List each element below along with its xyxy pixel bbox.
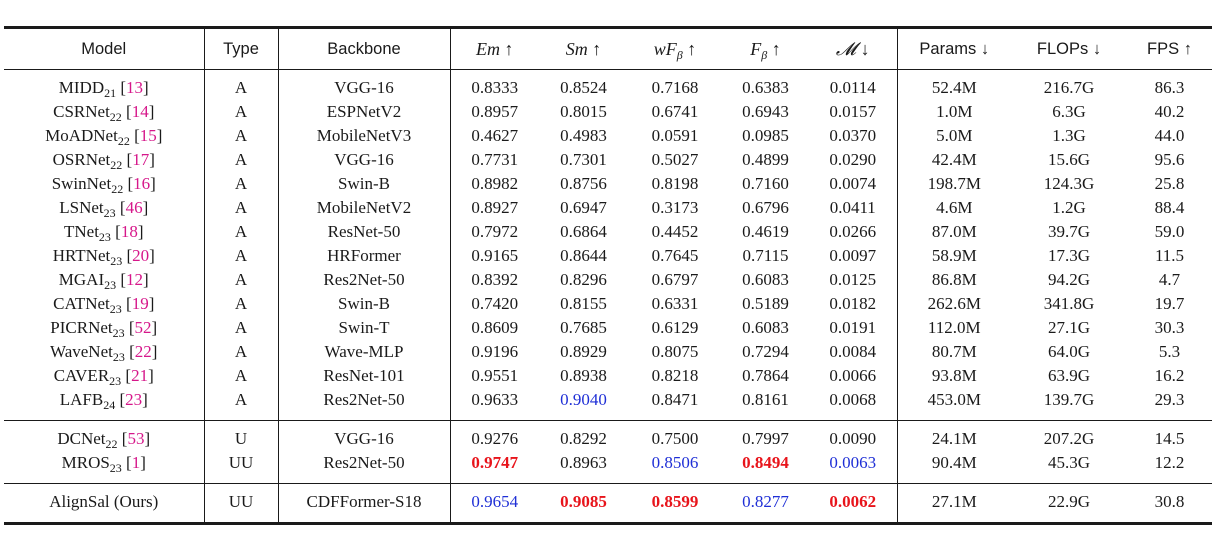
type-cell: A — [204, 292, 278, 316]
model-cell: WaveNet$_{23}$ [22] — [50, 342, 158, 364]
metric-wf-cell: 0.6129 — [651, 318, 699, 337]
fps-cell: 19.7 — [1154, 294, 1185, 313]
model-cell: $CAVER_{23}$ [21] — [53, 366, 154, 388]
header-flops: FLOPs ↓ — [1036, 40, 1102, 58]
model-name: WaveNet — [50, 342, 113, 361]
type-cell: U — [204, 427, 278, 451]
model-cell: MoADNet$_{22}$ [15] — [45, 126, 163, 148]
flops-cell: 94.2G — [1047, 270, 1091, 289]
backbone-cell: MobileNetV2 — [278, 196, 450, 220]
model-name: TNet — [63, 222, 99, 241]
citation-link[interactable]: 19 — [131, 294, 149, 313]
metric-wf-cell: 0.8471 — [651, 390, 699, 409]
metric-f-cell: 0.7160 — [742, 174, 789, 193]
type-cell: UU — [204, 451, 278, 475]
flops-cell: 39.7G — [1047, 222, 1091, 241]
model-cell: CSRNet$_{22}$ [14] — [53, 102, 155, 124]
metric-m-cell: 0.0370 — [829, 126, 877, 145]
type-cell: A — [204, 316, 278, 340]
flops-cell: 1.3G — [1052, 126, 1086, 145]
backbone-cell: VGG-16 — [278, 427, 450, 451]
fps-cell: 88.4 — [1154, 198, 1185, 217]
model-cell: OSRNet$_{22}$ [17] — [52, 150, 155, 172]
metric-m-cell: 0.0266 — [829, 222, 877, 241]
model-year: 24 — [103, 398, 116, 412]
backbone-cell: HRFormer — [278, 244, 450, 268]
metric-f-cell: 0.6083 — [742, 270, 789, 289]
row-spacer — [4, 412, 1212, 421]
citation-link[interactable]: 1 — [131, 453, 141, 472]
model-name: HRTNet — [52, 246, 111, 265]
model-year: 23 — [110, 254, 123, 268]
table-row — [4, 172, 1212, 196]
metric-sm-cell: 0.9040 — [560, 390, 607, 409]
metric-f-cell: 0.4619 — [742, 222, 789, 241]
table-row — [4, 268, 1212, 292]
flops-cell: 341.8G — [1043, 294, 1095, 313]
model-cell: SwinNet$_{22}$ [16] — [51, 174, 156, 196]
flops-cell: 139.7G — [1043, 390, 1095, 409]
table-row — [4, 292, 1212, 316]
type-cell: A — [204, 148, 278, 172]
params-cell: 86.8M — [897, 268, 1011, 292]
fps-cell: 16.2 — [1154, 366, 1185, 385]
metric-m-cell: 0.0090 — [829, 429, 877, 448]
metric-wf-cell: 0.6331 — [651, 294, 699, 313]
citation-link[interactable]: 46 — [125, 198, 143, 217]
metric-sm-cell: 0.8929 — [560, 342, 607, 361]
metric-sm-cell: 0.8756 — [560, 174, 607, 193]
params-cell: 5.0M — [897, 124, 1011, 148]
flops-cell: 63.9G — [1047, 366, 1091, 385]
params-cell: 24.1M — [897, 427, 1011, 451]
fps-cell: 5.3 — [1158, 342, 1181, 361]
metric-sm-cell: 0.8292 — [560, 429, 607, 448]
metric-m-cell: 0.0114 — [829, 78, 876, 97]
metric-sm-cell: 0.8963 — [560, 453, 607, 472]
model-cell: HRTNet$_{23}$ [20] — [52, 246, 155, 268]
model-year: 22 — [109, 110, 122, 124]
model-name: MoADNet — [45, 126, 118, 145]
metric-em-cell: 0.8927 — [450, 196, 539, 220]
fps-cell: 11.5 — [1154, 246, 1185, 265]
header-wfbeta: $wF_\beta$ ↑ — [653, 39, 697, 62]
backbone-cell: ResNet-101 — [278, 364, 450, 388]
metric-f-cell: 0.5189 — [742, 294, 789, 313]
params-cell: 90.4M — [897, 451, 1011, 475]
fps-cell: 4.7 — [1158, 270, 1181, 289]
header-type: Type — [204, 29, 278, 70]
metric-f-cell: 0.0985 — [742, 126, 789, 145]
metric-em-cell: 0.7972 — [450, 220, 539, 244]
metric-m-cell: 0.0182 — [829, 294, 877, 313]
citation-link[interactable]: 13 — [126, 78, 144, 97]
table-row — [4, 388, 1212, 412]
metric-sm-cell: 0.8155 — [560, 294, 607, 313]
type-cell: A — [204, 124, 278, 148]
metric-wf-cell: 0.7168 — [651, 78, 699, 97]
type-cell: A — [204, 220, 278, 244]
model-year: 22 — [105, 437, 118, 451]
backbone-cell: Swin-B — [278, 292, 450, 316]
metric-em-cell: 0.8982 — [450, 172, 539, 196]
results-table-container — [4, 26, 1212, 525]
model-cell: $MGAI_{23}$ [12] — [58, 270, 149, 292]
metric-wf-cell: 0.8599 — [651, 492, 699, 511]
header-fps: FPS ↑ — [1147, 40, 1192, 58]
params-cell: 262.6M — [897, 292, 1011, 316]
type-cell: A — [204, 244, 278, 268]
model-cell: DCNet$_{22}$ [53] — [57, 429, 151, 451]
model-name: PICRNet — [50, 318, 113, 337]
table-row — [4, 100, 1212, 124]
type-cell: A — [204, 100, 278, 124]
flops-cell: 1.2G — [1052, 198, 1086, 217]
metric-f-cell: 0.6796 — [742, 198, 789, 217]
fps-cell: 30.3 — [1154, 318, 1185, 337]
metric-em-cell: 0.8609 — [450, 316, 539, 340]
citation-link[interactable]: 18 — [120, 222, 138, 241]
model-year: 22 — [117, 134, 130, 148]
metric-wf-cell: 0.7500 — [651, 429, 699, 448]
header-mae: 𝓜 ↓ — [835, 39, 870, 59]
backbone-cell: Res2Net-50 — [278, 268, 450, 292]
metric-wf-cell: 0.0591 — [651, 126, 699, 145]
type-cell: A — [204, 196, 278, 220]
fps-cell: 86.3 — [1154, 78, 1185, 97]
flops-cell: 207.2G — [1043, 429, 1095, 448]
model-name: CSRNet — [53, 102, 110, 121]
metric-wf-cell: 0.8198 — [651, 174, 699, 193]
header-model: Model — [81, 40, 127, 58]
model-year: 23 — [109, 374, 122, 388]
fps-cell: 95.6 — [1154, 150, 1185, 169]
citation-link[interactable]: 20 — [132, 246, 150, 265]
model-name: CATNet — [53, 294, 110, 313]
backbone-cell: Res2Net-50 — [278, 451, 450, 475]
params-cell: 453.0M — [897, 388, 1011, 412]
model-name: OSRNet — [52, 150, 111, 169]
params-cell: 198.7M — [897, 172, 1011, 196]
type-cell: A — [204, 172, 278, 196]
flops-cell: 27.1G — [1047, 318, 1091, 337]
metric-f-cell: 0.6943 — [742, 102, 789, 121]
row-spacer — [4, 514, 1212, 522]
table-row — [4, 340, 1212, 364]
metric-sm-cell: 0.9085 — [560, 492, 607, 511]
model-name: MGAI — [58, 270, 105, 289]
model-name: LAFB — [59, 390, 104, 409]
fps-cell: 59.0 — [1154, 222, 1185, 241]
metric-wf-cell: 0.6741 — [651, 102, 699, 121]
citation-link[interactable]: 12 — [126, 270, 144, 289]
model-year: 23 — [112, 350, 125, 364]
metric-f-cell: 0.6083 — [742, 318, 789, 337]
flops-cell: 124.3G — [1043, 174, 1095, 193]
metric-em-cell: 0.8392 — [450, 268, 539, 292]
metric-sm-cell: 0.8296 — [560, 270, 607, 289]
metric-em-cell: 0.8957 — [450, 100, 539, 124]
fps-cell: 12.2 — [1154, 453, 1185, 472]
metric-wf-cell: 0.8506 — [651, 453, 699, 472]
metric-m-cell: 0.0097 — [829, 246, 877, 265]
metric-m-cell: 0.0411 — [829, 198, 876, 217]
metric-sm-cell: 0.7301 — [560, 150, 607, 169]
metric-f-cell: 0.7294 — [742, 342, 789, 361]
model-year: 22 — [110, 158, 123, 172]
table-row — [4, 364, 1212, 388]
params-cell: 58.9M — [897, 244, 1011, 268]
citation-link[interactable]: 21 — [131, 366, 149, 385]
metric-f-cell: 0.6383 — [742, 78, 789, 97]
flops-cell: 216.7G — [1043, 78, 1095, 97]
params-cell: 93.8M — [897, 364, 1011, 388]
metric-m-cell: 0.0157 — [829, 102, 877, 121]
table-row — [4, 490, 1212, 514]
type-cell: A — [204, 388, 278, 412]
metric-m-cell: 0.0191 — [829, 318, 877, 337]
backbone-cell: VGG-16 — [278, 148, 450, 172]
model-cell: $MROS_{23}$ [1] — [61, 453, 146, 475]
params-cell: 112.0M — [897, 316, 1011, 340]
metric-wf-cell: 0.8075 — [651, 342, 699, 361]
backbone-cell: ESPNetV2 — [278, 100, 450, 124]
model-cell: LSNet$_{23}$ [46] — [59, 198, 149, 220]
backbone-cell: Swin-T — [278, 316, 450, 340]
table-row — [4, 427, 1212, 451]
row-spacer — [4, 475, 1212, 484]
model-cell: $LAFB_{24}$ [23] — [59, 390, 148, 412]
fps-cell: 29.3 — [1154, 390, 1185, 409]
citation-link[interactable]: 17 — [132, 150, 150, 169]
model-name: MROS — [61, 453, 110, 472]
backbone-cell: MobileNetV3 — [278, 124, 450, 148]
model-cell: CATNet$_{23}$ [19] — [53, 294, 155, 316]
header-sm: Sm ↑ — [565, 39, 602, 59]
model-year: 23 — [112, 326, 125, 340]
metric-f-cell: 0.8161 — [742, 390, 789, 409]
params-cell: 42.4M — [897, 148, 1011, 172]
metric-em-cell: 0.9654 — [450, 490, 539, 514]
model-cell — [4, 490, 204, 514]
metric-f-cell: 0.7115 — [742, 246, 789, 265]
table-row — [4, 220, 1212, 244]
metric-m-cell: 0.0290 — [829, 150, 877, 169]
citation-link[interactable]: 23 — [125, 390, 143, 409]
metric-em-cell: 0.9165 — [450, 244, 539, 268]
metric-m-cell: 0.0074 — [829, 174, 877, 193]
type-cell: UU — [204, 490, 278, 514]
params-cell: 4.6M — [897, 196, 1011, 220]
metric-f-cell: 0.8494 — [742, 453, 789, 472]
model-name: LSNet — [59, 198, 104, 217]
metric-em-cell: 0.7731 — [450, 148, 539, 172]
metric-sm-cell: 0.6864 — [560, 222, 607, 241]
metric-wf-cell: 0.8218 — [651, 366, 699, 385]
citation-link[interactable]: 53 — [127, 429, 145, 448]
metric-em-cell: 0.9633 — [450, 388, 539, 412]
model-year: 23 — [109, 461, 122, 475]
model-name: AlignSal (Ours) — [49, 492, 159, 511]
header-backbone: Backbone — [278, 29, 450, 70]
table-body — [4, 70, 1212, 523]
metric-wf-cell: 0.6797 — [651, 270, 699, 289]
type-cell: A — [204, 268, 278, 292]
metric-f-cell: 0.7864 — [742, 366, 789, 385]
metric-wf-cell: 0.3173 — [651, 198, 699, 217]
header-row — [4, 29, 1212, 70]
header-em: Em ↑ — [450, 29, 539, 70]
table-row — [4, 316, 1212, 340]
fps-cell: 25.8 — [1154, 174, 1185, 193]
table-row — [4, 124, 1212, 148]
model-name: DCNet — [57, 429, 106, 448]
table-row — [4, 244, 1212, 268]
metric-m-cell: 0.0084 — [829, 342, 877, 361]
metric-sm-cell: 0.8015 — [560, 102, 607, 121]
metric-wf-cell: 0.4452 — [651, 222, 699, 241]
model-year: 23 — [109, 302, 122, 316]
metric-em-cell: 0.9196 — [450, 340, 539, 364]
metric-f-cell: 0.4899 — [742, 150, 789, 169]
metric-f-cell: 0.8277 — [742, 492, 789, 511]
model-name: MIDD — [58, 78, 105, 97]
metric-em-cell: 0.9551 — [450, 364, 539, 388]
fps-cell: 40.2 — [1154, 102, 1185, 121]
model-cell: $MIDD_{21}$ [13] — [58, 78, 149, 100]
params-cell: 27.1M — [897, 490, 1011, 514]
backbone-cell: Res2Net-50 — [278, 388, 450, 412]
metric-m-cell: 0.0063 — [829, 453, 877, 472]
bottom-rule — [4, 522, 1212, 525]
model-year: 23 — [103, 206, 116, 220]
metric-m-cell: 0.0062 — [829, 492, 877, 511]
params-cell: 52.4M — [897, 76, 1011, 100]
backbone-cell: ResNet-50 — [278, 220, 450, 244]
metric-sm-cell: 0.4983 — [560, 126, 607, 145]
citation-link[interactable]: 14 — [131, 102, 149, 121]
header-params: Params ↓ — [897, 29, 1011, 70]
metric-m-cell: 0.0068 — [829, 390, 877, 409]
results-table — [4, 29, 1212, 522]
backbone-cell: Swin-B — [278, 172, 450, 196]
table-row — [4, 451, 1212, 475]
header-fbeta: $F_\beta$ ↑ — [750, 39, 781, 62]
params-cell: 87.0M — [897, 220, 1011, 244]
backbone-cell: CDFFormer-S18 — [278, 490, 450, 514]
metric-em-cell: 0.9747 — [450, 451, 539, 475]
model-name: SwinNet — [51, 174, 112, 193]
metric-em-cell: 0.4627 — [450, 124, 539, 148]
backbone-cell: VGG-16 — [278, 76, 450, 100]
metric-m-cell: 0.0066 — [829, 366, 877, 385]
metric-sm-cell: 0.6947 — [560, 198, 607, 217]
model-cell: TNet$_{23}$ [18] — [63, 222, 144, 244]
flops-cell: 45.3G — [1047, 453, 1091, 472]
citation-link[interactable]: 22 — [134, 342, 152, 361]
table-row — [4, 76, 1212, 100]
metric-sm-cell: 0.8938 — [560, 366, 607, 385]
metric-wf-cell: 0.5027 — [651, 150, 699, 169]
table-row — [4, 148, 1212, 172]
flops-cell: 64.0G — [1047, 342, 1091, 361]
model-year: 23 — [98, 230, 111, 244]
metric-wf-cell: 0.7645 — [651, 246, 699, 265]
metric-sm-cell: 0.8524 — [560, 78, 607, 97]
model-year: 23 — [104, 278, 117, 292]
metric-em-cell: 0.9276 — [450, 427, 539, 451]
flops-cell: 15.6G — [1047, 150, 1091, 169]
fps-cell: 30.8 — [1154, 492, 1185, 511]
model-name: CAVER — [53, 366, 110, 385]
table-row — [4, 196, 1212, 220]
citation-link[interactable]: 15 — [139, 126, 157, 145]
metric-sm-cell: 0.8644 — [560, 246, 607, 265]
citation-link[interactable]: 16 — [133, 174, 151, 193]
citation-link[interactable]: 52 — [134, 318, 152, 337]
flops-cell: 22.9G — [1047, 492, 1091, 511]
metric-m-cell: 0.0125 — [829, 270, 877, 289]
metric-f-cell: 0.7997 — [742, 429, 789, 448]
type-cell: A — [204, 76, 278, 100]
backbone-cell: Wave-MLP — [278, 340, 450, 364]
flops-cell: 17.3G — [1047, 246, 1091, 265]
model-year: 22 — [111, 182, 124, 196]
metric-em-cell: 0.8333 — [450, 76, 539, 100]
model-year: 21 — [104, 86, 117, 100]
type-cell: A — [204, 364, 278, 388]
fps-cell: 14.5 — [1154, 429, 1185, 448]
metric-em-cell: 0.7420 — [450, 292, 539, 316]
metric-sm-cell: 0.7685 — [560, 318, 607, 337]
model-cell: PICRNet$_{23}$ [52] — [50, 318, 158, 340]
type-cell: A — [204, 340, 278, 364]
params-cell: 80.7M — [897, 340, 1011, 364]
fps-cell: 44.0 — [1154, 126, 1185, 145]
params-cell: 1.0M — [897, 100, 1011, 124]
flops-cell: 6.3G — [1052, 102, 1086, 121]
